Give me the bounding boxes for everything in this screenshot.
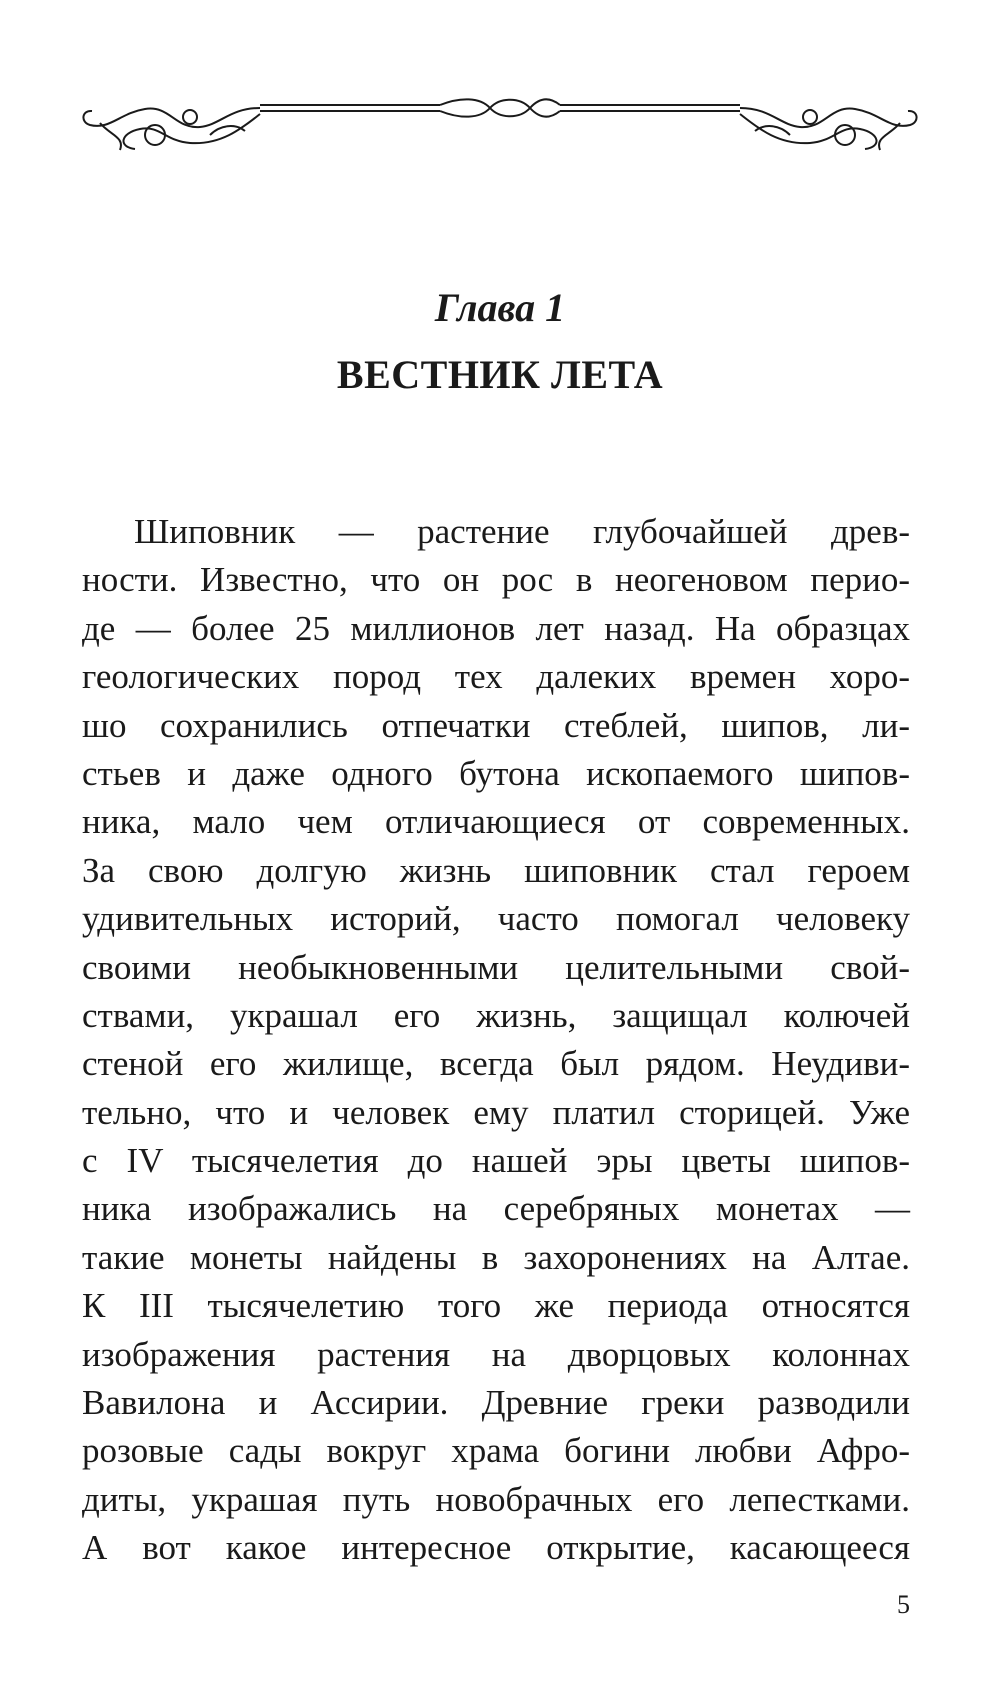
text-line: розовые сады вокруг храма богини любви Афро- (82, 1431, 910, 1471)
body-paragraph (82, 508, 910, 1573)
text-line: геологических пород тех далеких времен хоро- (82, 657, 910, 697)
text-line: К III тысячелетию того же периода относятся (82, 1286, 910, 1326)
text-line: За свою долгую жизнь шиповник стал героем (82, 850, 910, 890)
text-line: Вавилона и Ассирии. Древние греки разводили (82, 1383, 910, 1423)
text-line: ности. Известно, что он рос в неогеновом перио- (82, 560, 910, 600)
text-line: диты, украшая путь новобрачных его лепестками. (82, 1479, 910, 1519)
text-line: тельно, что и человек ему платил сторицей. Уже (82, 1092, 910, 1132)
text-line: стьев и даже одного бутона ископаемого шипов- (82, 753, 910, 793)
text-line: де — более 25 миллионов лет назад. На образцах (82, 608, 910, 648)
text-line: с IV тысячелетия до нашей эры цветы шипов- (82, 1141, 910, 1181)
chapter-title: ВЕСТНИК ЛЕТА (336, 352, 664, 397)
text-line: своими необыкновенными целительными свой- (82, 947, 910, 987)
text-line: удивительных историй, часто помогал человеку (82, 899, 910, 939)
text-line: А вот какое интересное открытие, касающееся (82, 1528, 910, 1568)
page-number: 5 (897, 1590, 910, 1619)
text-line: шо сохранились отпечатки стеблей, шипов, ли- (82, 705, 910, 745)
text-line: ствами, украшал его жизнь, защищал колючей (82, 995, 910, 1035)
text-line: стеной его жилище, всегда был рядом. Неудиви- (82, 1044, 910, 1084)
decorative-ornament-header (80, 95, 920, 165)
text-line: Шиповник — растение глубочайшей древ- (134, 512, 910, 551)
text-line: изображения растения на дворцовых колоннах (82, 1334, 910, 1374)
text-line: ника изображались на серебряных монетах — (82, 1189, 910, 1229)
text-line: такие монеты найдены в захоронениях на Алтае. (82, 1237, 910, 1277)
chapter-label: Глава 1 (434, 285, 566, 330)
text-line: ника, мало чем отличающиеся от современных. (82, 802, 910, 842)
